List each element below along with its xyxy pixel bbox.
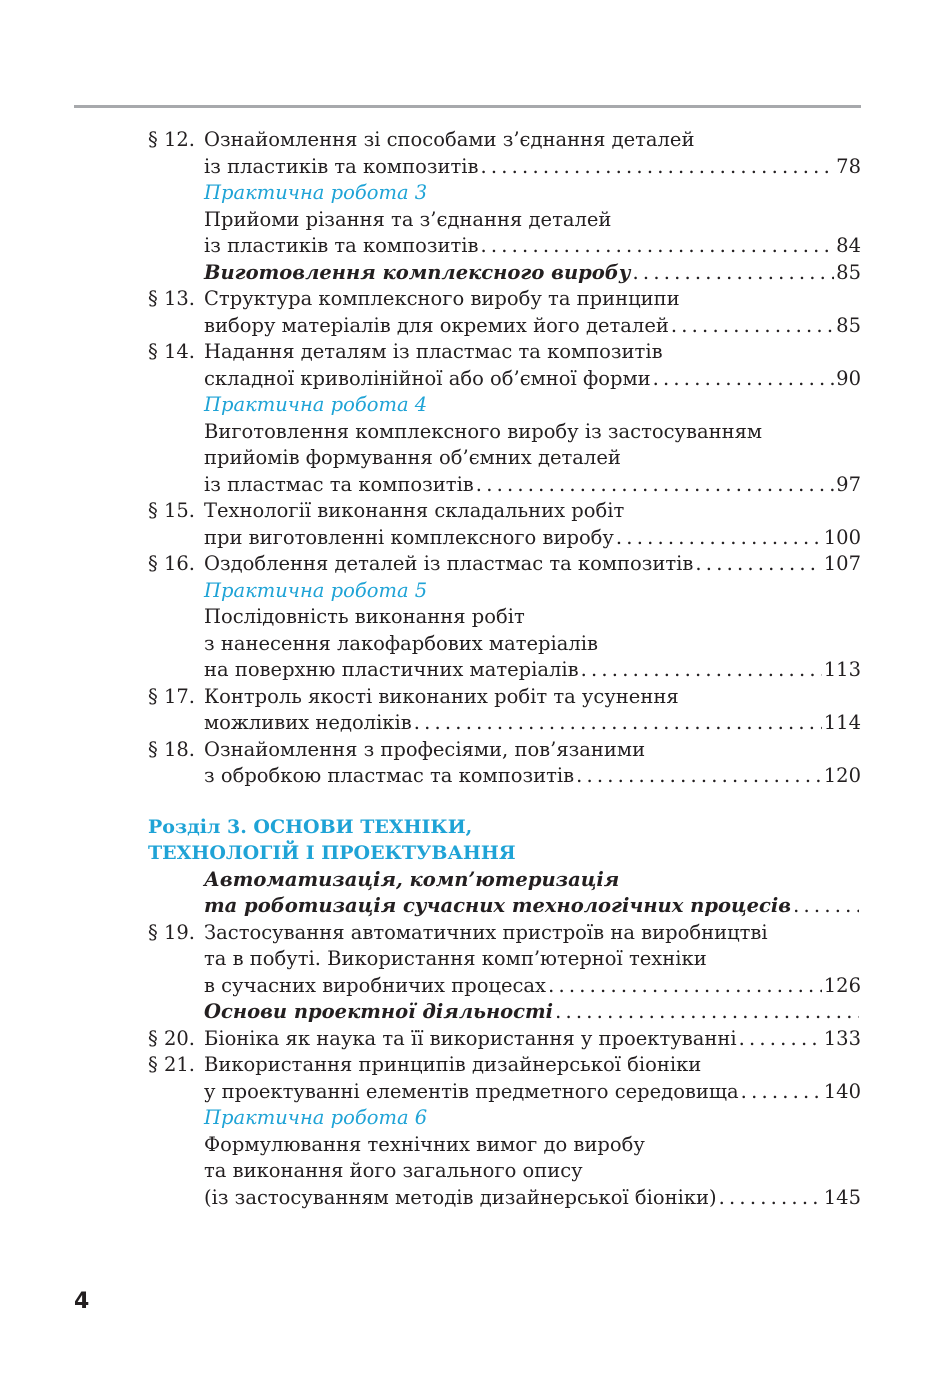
page-ref: 107 <box>823 552 861 575</box>
section-number: § 19. <box>148 920 195 944</box>
dot-leader <box>480 154 834 181</box>
dot-leader <box>719 1185 822 1212</box>
entry-text: Прийоми різання та з’єднання деталей <box>204 207 612 231</box>
dot-leader <box>671 313 834 340</box>
page-ref: 84 <box>836 234 861 257</box>
toc-entry-13: § 13. Структура комплексного виробу та принципи <box>148 286 861 313</box>
page-ref: 85 <box>836 313 861 337</box>
page-ref: 140 <box>823 1079 861 1103</box>
practical-work-label: Практична робота 6 <box>204 1106 428 1129</box>
table-of-contents: § 12. Ознайомлення зі способами з’єднання деталей із пластиків та композитів . . . 78 Практична робота 3 Прийоми різання та з’єднання деталей із пластиків та композитів . . . 84 Виготовлення комплексного виробу . . . 85 § 13. Структура комплексного виробу та принципи вибору матеріалів для окремих його деталей . . . 85 § 14. Надання деталям із пластмас та композитів складної криволінійної або об’ємної форми . . . 90 Практична робота 4 Виготовлення комплексного виробу із застосуванням прийомів формування об’ємних деталей із пластмас та композитів . . . 97 § 15. Технології виконання складальних робіт при виготовленні комплексного виробу . . . 100 § 16. Оздоблення деталей із пластмас та композитів . . . 107 Практична робота 5 Послідовність виконання робіт з нанесення лакофарбових матеріалів на поверхню пластичних матеріалів . . . 113 § 17. Контроль якості виконаних робіт та усунення можливих недоліків . . . 114 § 18. Ознайомлення з професіями, пов’язаними з обробкою пластмас та композитів . . . 120 Розділ 3. ОСНОВИ ТЕХНІКИ, ТЕХНОЛОГІЙ І ПРОЕКТУВАННЯ Автоматизація, комп’ютеризація та роботизація сучасних технологічних процесів . . . § 19. Застосування автоматичних пристроїв на виробництві та в побуті. Використання комп’ютерної техніки в сучасних виробничих процесах . . . 126 Основи проектної діяльності . . . § 20. Біоніка як наука та її використання у проектуванні . . . 133 § 21. Використання принципів дизайнерської біоніки у проектуванні елементів предметного середовища . . . 140 Практична робота 6 Формулювання технічних вимог до виробу та виконання його загального опису (із застосуванням методів дизайнерської біоніки) . . . 145 <box>148 127 861 1211</box>
toc-entry-12 <box>148 127 861 154</box>
section-number: § 13. <box>148 287 195 310</box>
toc-subheading: Основи проектної діяльності . . . <box>148 999 861 1026</box>
section-number: § 17. <box>148 684 195 708</box>
section-number: § 20. <box>148 1026 195 1050</box>
dot-leader <box>476 472 834 499</box>
page-ref: 100 <box>823 525 861 549</box>
practical-work-label: Практична робота 4 <box>204 393 428 416</box>
page-ref: 145 <box>823 1185 861 1209</box>
page-ref: 120 <box>823 764 861 787</box>
dot-leader <box>616 525 822 552</box>
section-number: § 14. <box>148 340 195 363</box>
toc-entry-16: § 16. Оздоблення деталей із пластмас та композитів . . . 107 <box>148 551 861 578</box>
dot-leader <box>576 763 822 790</box>
entry-text: із пластиків та композитів <box>204 154 479 178</box>
page-number: 4 <box>74 1289 90 1314</box>
section-heading: ТЕХНОЛОГІЙ І ПРОЕКТУВАННЯ <box>148 842 516 864</box>
toc-entry-18: § 18. Ознайомлення з професіями, пов’язаними <box>148 737 861 764</box>
toc-entry-20: § 20. Біоніка як наука та її використання у проектуванні . . . 133 <box>148 1026 861 1053</box>
section-number: § 16. <box>148 552 195 575</box>
entry-text: Ознайомлення зі способами з’єднання деталей <box>204 128 695 151</box>
toc-subheading: Автоматизація, комп’ютеризація <box>204 867 620 891</box>
practical-work-label: Практична робота 3 <box>204 181 428 204</box>
page-ref: 90 <box>836 366 861 390</box>
toc-entry-19: § 19. Застосування автоматичних пристроїв на виробництві <box>148 920 861 947</box>
dot-leader <box>548 973 822 1000</box>
dot-leader <box>653 366 835 393</box>
top-rule <box>74 105 861 108</box>
dot-leader <box>480 233 834 260</box>
page-ref: 97 <box>836 472 861 496</box>
dot-leader <box>695 551 821 578</box>
page-ref: 113 <box>823 658 861 681</box>
toc-entry-17: § 17. Контроль якості виконаних робіт та усунення <box>148 684 861 711</box>
page-ref: 114 <box>823 711 861 734</box>
toc-subheading: Виготовлення комплексного виробу . . . 85 <box>148 260 861 287</box>
practical-work-label: Практична робота 5 <box>204 578 428 602</box>
toc-entry-15: § 15. Технології виконання складальних робіт <box>148 498 861 525</box>
dot-leader <box>581 657 822 684</box>
page-ref: 78 <box>836 154 861 178</box>
dot-leader <box>739 1026 822 1053</box>
dot-leader <box>741 1079 822 1106</box>
page-ref: 85 <box>836 260 861 284</box>
page-ref: 133 <box>823 1026 861 1050</box>
section-number: § 15. <box>148 499 195 522</box>
toc-entry-21: § 21. Використання принципів дизайнерської біоніки <box>148 1052 861 1079</box>
section-number: § 12. <box>148 128 195 151</box>
section-number: § 21. <box>148 1053 195 1076</box>
toc-entry-14: § 14. Надання деталям із пластмас та композитів <box>148 339 861 366</box>
section-number: § 18. <box>148 737 195 761</box>
page-ref: 126 <box>823 973 861 997</box>
section-heading: Розділ 3. ОСНОВИ ТЕХНІКИ, <box>148 815 473 838</box>
dot-leader <box>555 999 859 1026</box>
dot-leader <box>414 710 822 737</box>
toc-subheading: та роботизація сучасних технологічних процесів . . . <box>148 893 861 920</box>
dot-leader <box>793 893 859 920</box>
dot-leader <box>633 260 835 287</box>
entry-text: із пластиків та композитів <box>204 234 479 257</box>
